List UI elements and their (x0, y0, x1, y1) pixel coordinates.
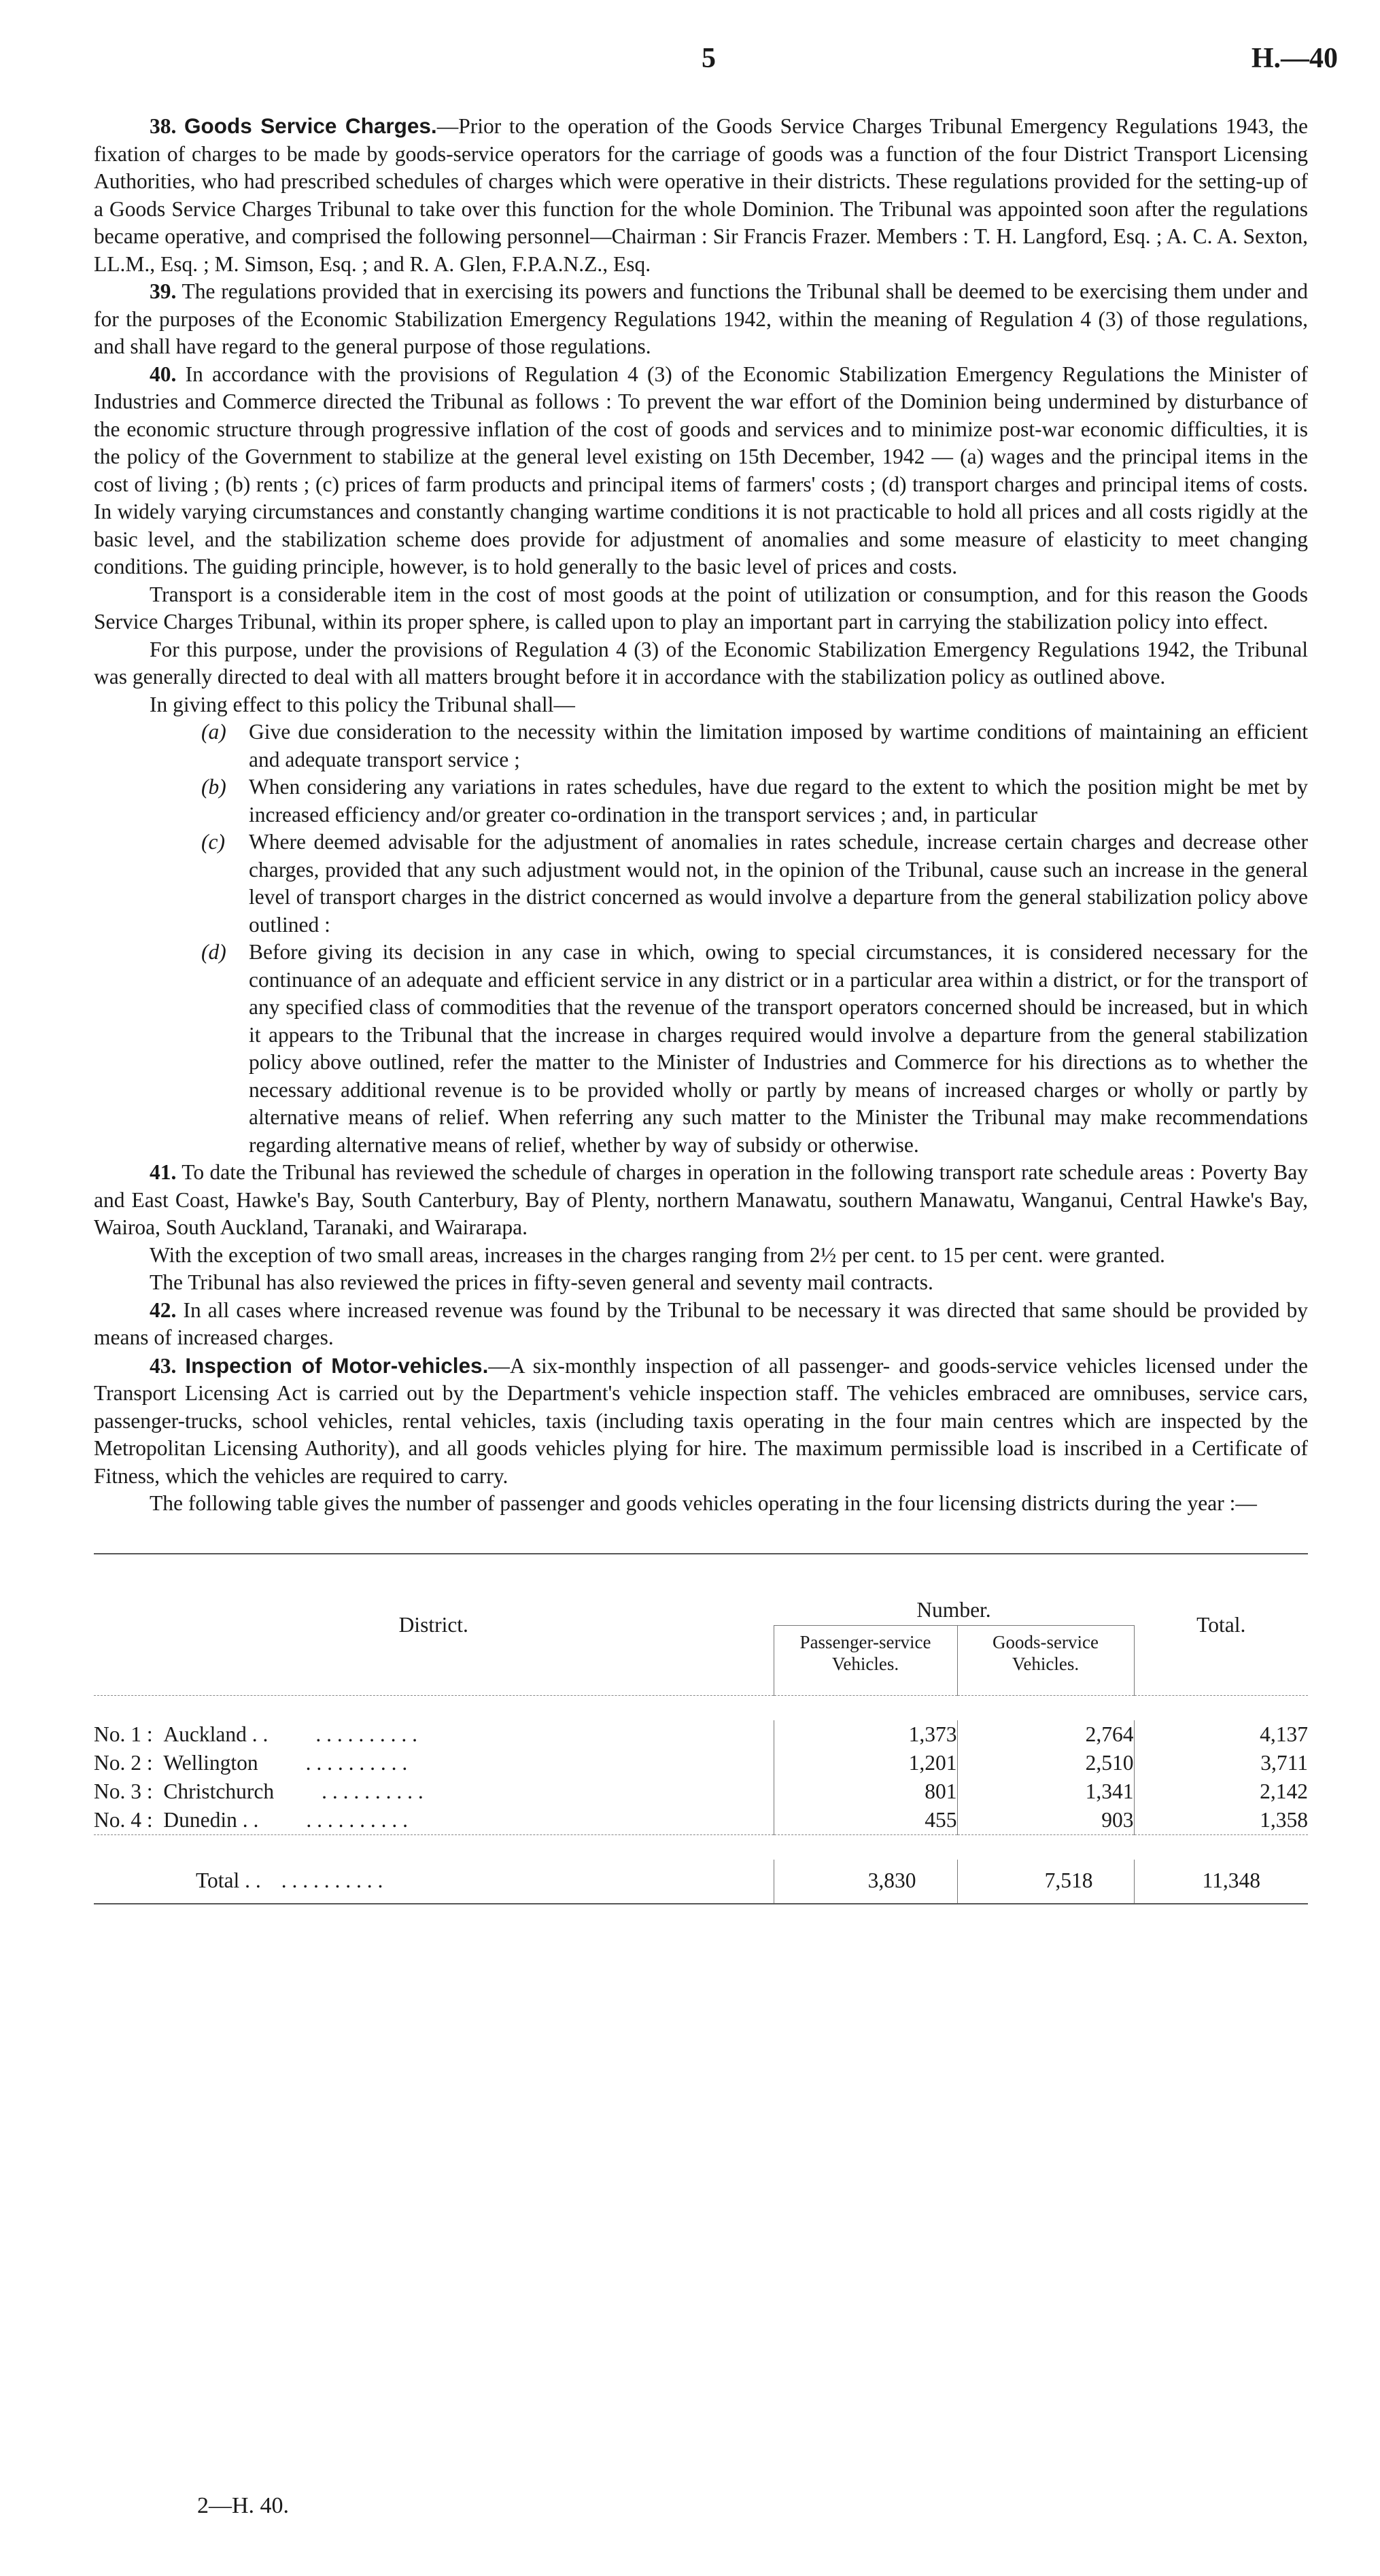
vehicles-table (94, 1553, 1308, 1904)
table-header-row (94, 1556, 1308, 1626)
list-item (94, 773, 1308, 829)
passenger-column-header: Passenger-service Vehicles. (774, 1625, 957, 1695)
printer-signature: 2—H. 40. (197, 2493, 290, 2518)
vehicles-table-wrapper (94, 1553, 1308, 1904)
page-number: 5 (702, 43, 716, 74)
paragraph-39 (94, 278, 1308, 361)
dot-leader: . . . . . . . . . . (281, 1868, 383, 1893)
goods-total: 7,518 (957, 1860, 1134, 1904)
list-item (94, 939, 1308, 1159)
tribunal-directions-list (94, 718, 1308, 1159)
passenger-value: 1,373 (774, 1720, 957, 1749)
dot-leader: . . . . . . . . . . (315, 1722, 417, 1746)
total-label: Total . . (196, 1868, 261, 1893)
list-marker: (a) (201, 720, 226, 744)
table-total-row (94, 1860, 1308, 1904)
total-column-header: Total. (1196, 1612, 1246, 1637)
paragraph-number: 41. (150, 1160, 177, 1184)
list-marker: (b) (201, 775, 226, 799)
paragraph-text: In accordance with the provisions of Regulation 4 (3) of the Economic Stabilization Emergency Regulations the Minister of Industries and Commerce directed the Tribunal as follows : To prevent the war effort of the Dominion being undermined by disturbance of the economic structure through progressive inflation of the cost of goods and services and to minimize post-war economic difficulties, it is the policy of the Government to stabilize at the general level existing on 15th December, 1942 — (a) wages and the principal items in the cost of living ; (b) rents ; (c) prices of farm products and principal items of farmers' costs ; (d) transport charges and principal items of costs. In widely varying circumstances and constantly changing wartime conditions it is not practicable to hold all prices and all costs rigidly at the basic level, and the stabilization scheme does provide for adjustment of anomalies and some measure of elasticity to meet changing conditions. The guiding principle, however, is to hold generally to the basic level of prices and costs. (94, 362, 1308, 578)
paragraph-purpose: For this purpose, under the provisions of Regulation 4 (3) of the Economic Stabilization Emergency Regulations 1942, the Tribunal was generally directed to deal with all matters brought before it in accordance with the stabilization policy as outlined above. (94, 637, 1308, 689)
dot-leader: . . . . . . . . . . (306, 1808, 408, 1832)
paragraph-number: 43. (150, 1353, 177, 1378)
paragraph-43 (94, 1352, 1308, 1491)
table-row (94, 1777, 1308, 1806)
district-number: No. 2 : (94, 1751, 153, 1775)
paragraph-contracts: The Tribunal has also reviewed the prices in fifty-seven general and seventy mail contracts. (150, 1270, 933, 1294)
table-row (94, 1806, 1308, 1835)
district-name: Wellington (163, 1751, 258, 1775)
total-value: 1,358 (1134, 1806, 1308, 1835)
paragraph-number: 40. (150, 362, 177, 386)
paragraph-text: To date the Tribunal has reviewed the schedule of charges in operation in the following transport rate schedule areas : Poverty Bay and East Coast, Hawke's Bay, South Canterbury, Bay of Plenty, northern Manawatu, southern Manawatu, Wanganui, Central Hawke's Bay, Wairoa, South Auckland, Taranaki, and Wairarapa. (94, 1160, 1308, 1239)
paragraph-text: —Prior to the operation of the Goods Service Charges Tribunal Emergency Regulations 1943, the fixation of charges to be made by goods-service operators for the carriage of goods was a function of the four District Transport Licensing Authorities, who had prescribed schedules of charges which were operative in their districts. These regulations provided for the setting-up of a Goods Service Charges Tribunal to take over this function for the whole Dominion. The Tribunal was appointed soon after the regulations became operative, and comprised the following personnel—Chairman : Sir Francis Frazer. Members : T. H. Langford, Esq. ; A. C. A. Sexton, LL.M., Esq. ; M. Simson, Esq. ; and R. A. Glen, F.P.A.N.Z., Esq. (94, 114, 1308, 276)
page-header (0, 42, 1380, 83)
passenger-value: 801 (774, 1777, 957, 1806)
district-name: Christchurch (163, 1779, 275, 1803)
passenger-total: 3,830 (774, 1860, 957, 1904)
paragraph-38 (94, 112, 1308, 278)
paragraph-text: The regulations provided that in exercising its powers and functions the Tribunal shall be deemed to be exercising them under and for the purposes of the Economic Stabilization Emergency Regulations 1942, within the meaning of Regulation 4 (3) of those regulations, and shall have regard to the general purpose of those regulations. (94, 279, 1308, 358)
paragraph-42 (94, 1297, 1308, 1352)
paragraph-giving-effect: In giving effect to this policy the Tribunal shall— (150, 692, 575, 716)
dot-leader: . . . . . . . . . . (322, 1779, 424, 1803)
district-number: No. 1 : (94, 1722, 153, 1746)
passenger-value: 455 (774, 1806, 957, 1835)
list-item-text: Give due consideration to the necessity within the limitation imposed by wartime conditions of maintaining an efficient and adequate transport service ; (249, 720, 1308, 771)
paragraph-increases: With the exception of two small areas, increases in the charges ranging from 2½ per cent. to 15 per cent. were granted. (150, 1242, 1165, 1267)
grand-total: 11,348 (1134, 1860, 1308, 1904)
paragraph-table-intro: The following table gives the number of passenger and goods vehicles operating in the four licensing districts during the year :— (150, 1491, 1257, 1515)
paragraph-number: 38. (150, 114, 177, 138)
district-column-header: District. (398, 1612, 468, 1637)
total-value: 3,711 (1134, 1749, 1308, 1777)
list-item-text: When considering any variations in rates schedules, have due regard to the extent to which the position might be met by increased efficiency and/or greater co-ordination in the transport services ; and, in particular (249, 775, 1308, 826)
paragraph-number: 42. (150, 1298, 177, 1322)
paragraph-transport: Transport is a considerable item in the cost of most goods at the point of utilization or consumption, and for this reason the Goods Service Charges Tribunal, within its proper sphere, is called upon to play an important part in carrying the stabilization policy into effect. (94, 582, 1308, 633)
list-item-text: Before giving its decision in any case in which, owing to special circumstances, it is considered necessary for the continuance of an adequate and efficient service in any district or in a particular area within a district, or for the transport of any specified class of commodities that the revenue of the transport operators concerned should be increased, but in which it appears to the Tribunal that the increase in charges required would involve a departure from the general stabilization policy above outlined, refer the matter to the Minister of Industries and Commerce for his directions as to whether the necessary additional revenue is to be provided wholly or partly by means of increased charges or wholly or partly by alternative means of relief. When referring any such matter to the Minister the Tribunal may make recommendations regarding alternative means of relief, whether by way of subsidy or otherwise. (249, 940, 1308, 1157)
list-marker: (c) (201, 830, 225, 854)
paragraph-text: In all cases where increased revenue was found by the Tribunal to be necessary it was directed that same should be provided by means of increased charges. (94, 1298, 1309, 1349)
total-value: 2,142 (1134, 1777, 1308, 1806)
paragraph-heading: Goods Service Charges. (184, 114, 437, 138)
paragraph-heading: Inspection of Motor-vehicles. (185, 1353, 489, 1378)
passenger-value: 1,201 (774, 1749, 957, 1777)
body-text (94, 112, 1308, 1904)
goods-value: 903 (957, 1806, 1134, 1835)
district-name: Dunedin . . (163, 1808, 259, 1832)
paragraph-41 (94, 1159, 1308, 1242)
paragraph-40 (94, 361, 1308, 581)
goods-value: 1,341 (957, 1777, 1134, 1806)
table-row (94, 1749, 1308, 1777)
table-row (94, 1720, 1308, 1749)
goods-column-header: Goods-service Vehicles. (957, 1625, 1134, 1695)
district-number: No. 3 : (94, 1779, 153, 1803)
paragraph-number: 39. (150, 279, 177, 303)
dot-leader: . . . . . . . . . . (305, 1751, 408, 1775)
list-item (94, 718, 1308, 773)
number-group-header: Number. (774, 1556, 1134, 1626)
district-name: Auckland . . (163, 1722, 269, 1746)
list-item (94, 829, 1308, 939)
document-reference: H.—40 (1251, 43, 1338, 74)
list-item-text: Where deemed advisable for the adjustment of anomalies in rates schedule, increase certain charges and decrease other charges, provided that any such adjustment would not, in the opinion of the Tribunal, cause such an increase in the general level of transport charges in the district concerned as would involve a departure from the general stabilization policy above outlined : (249, 830, 1308, 937)
goods-value: 2,764 (957, 1720, 1134, 1749)
total-value: 4,137 (1134, 1720, 1308, 1749)
goods-value: 2,510 (957, 1749, 1134, 1777)
district-number: No. 4 : (94, 1808, 153, 1832)
paragraph-text: —A six-monthly inspection of all passenger- and goods-service vehicles licensed under the Transport Licensing Act is carried out by the Department's vehicle inspection staff. The vehicles embraced are omnibuses, service cars, passenger-trucks, school vehicles, rental vehicles, taxis (including taxis operating in the four main centres which are inspected by the Metropolitan Licensing Authority), and all goods vehicles plying for hire. The maximum permissible load is inscribed in a Certificate of Fitness, which the vehicles are required to carry. (94, 1353, 1308, 1488)
list-marker: (d) (201, 940, 226, 964)
